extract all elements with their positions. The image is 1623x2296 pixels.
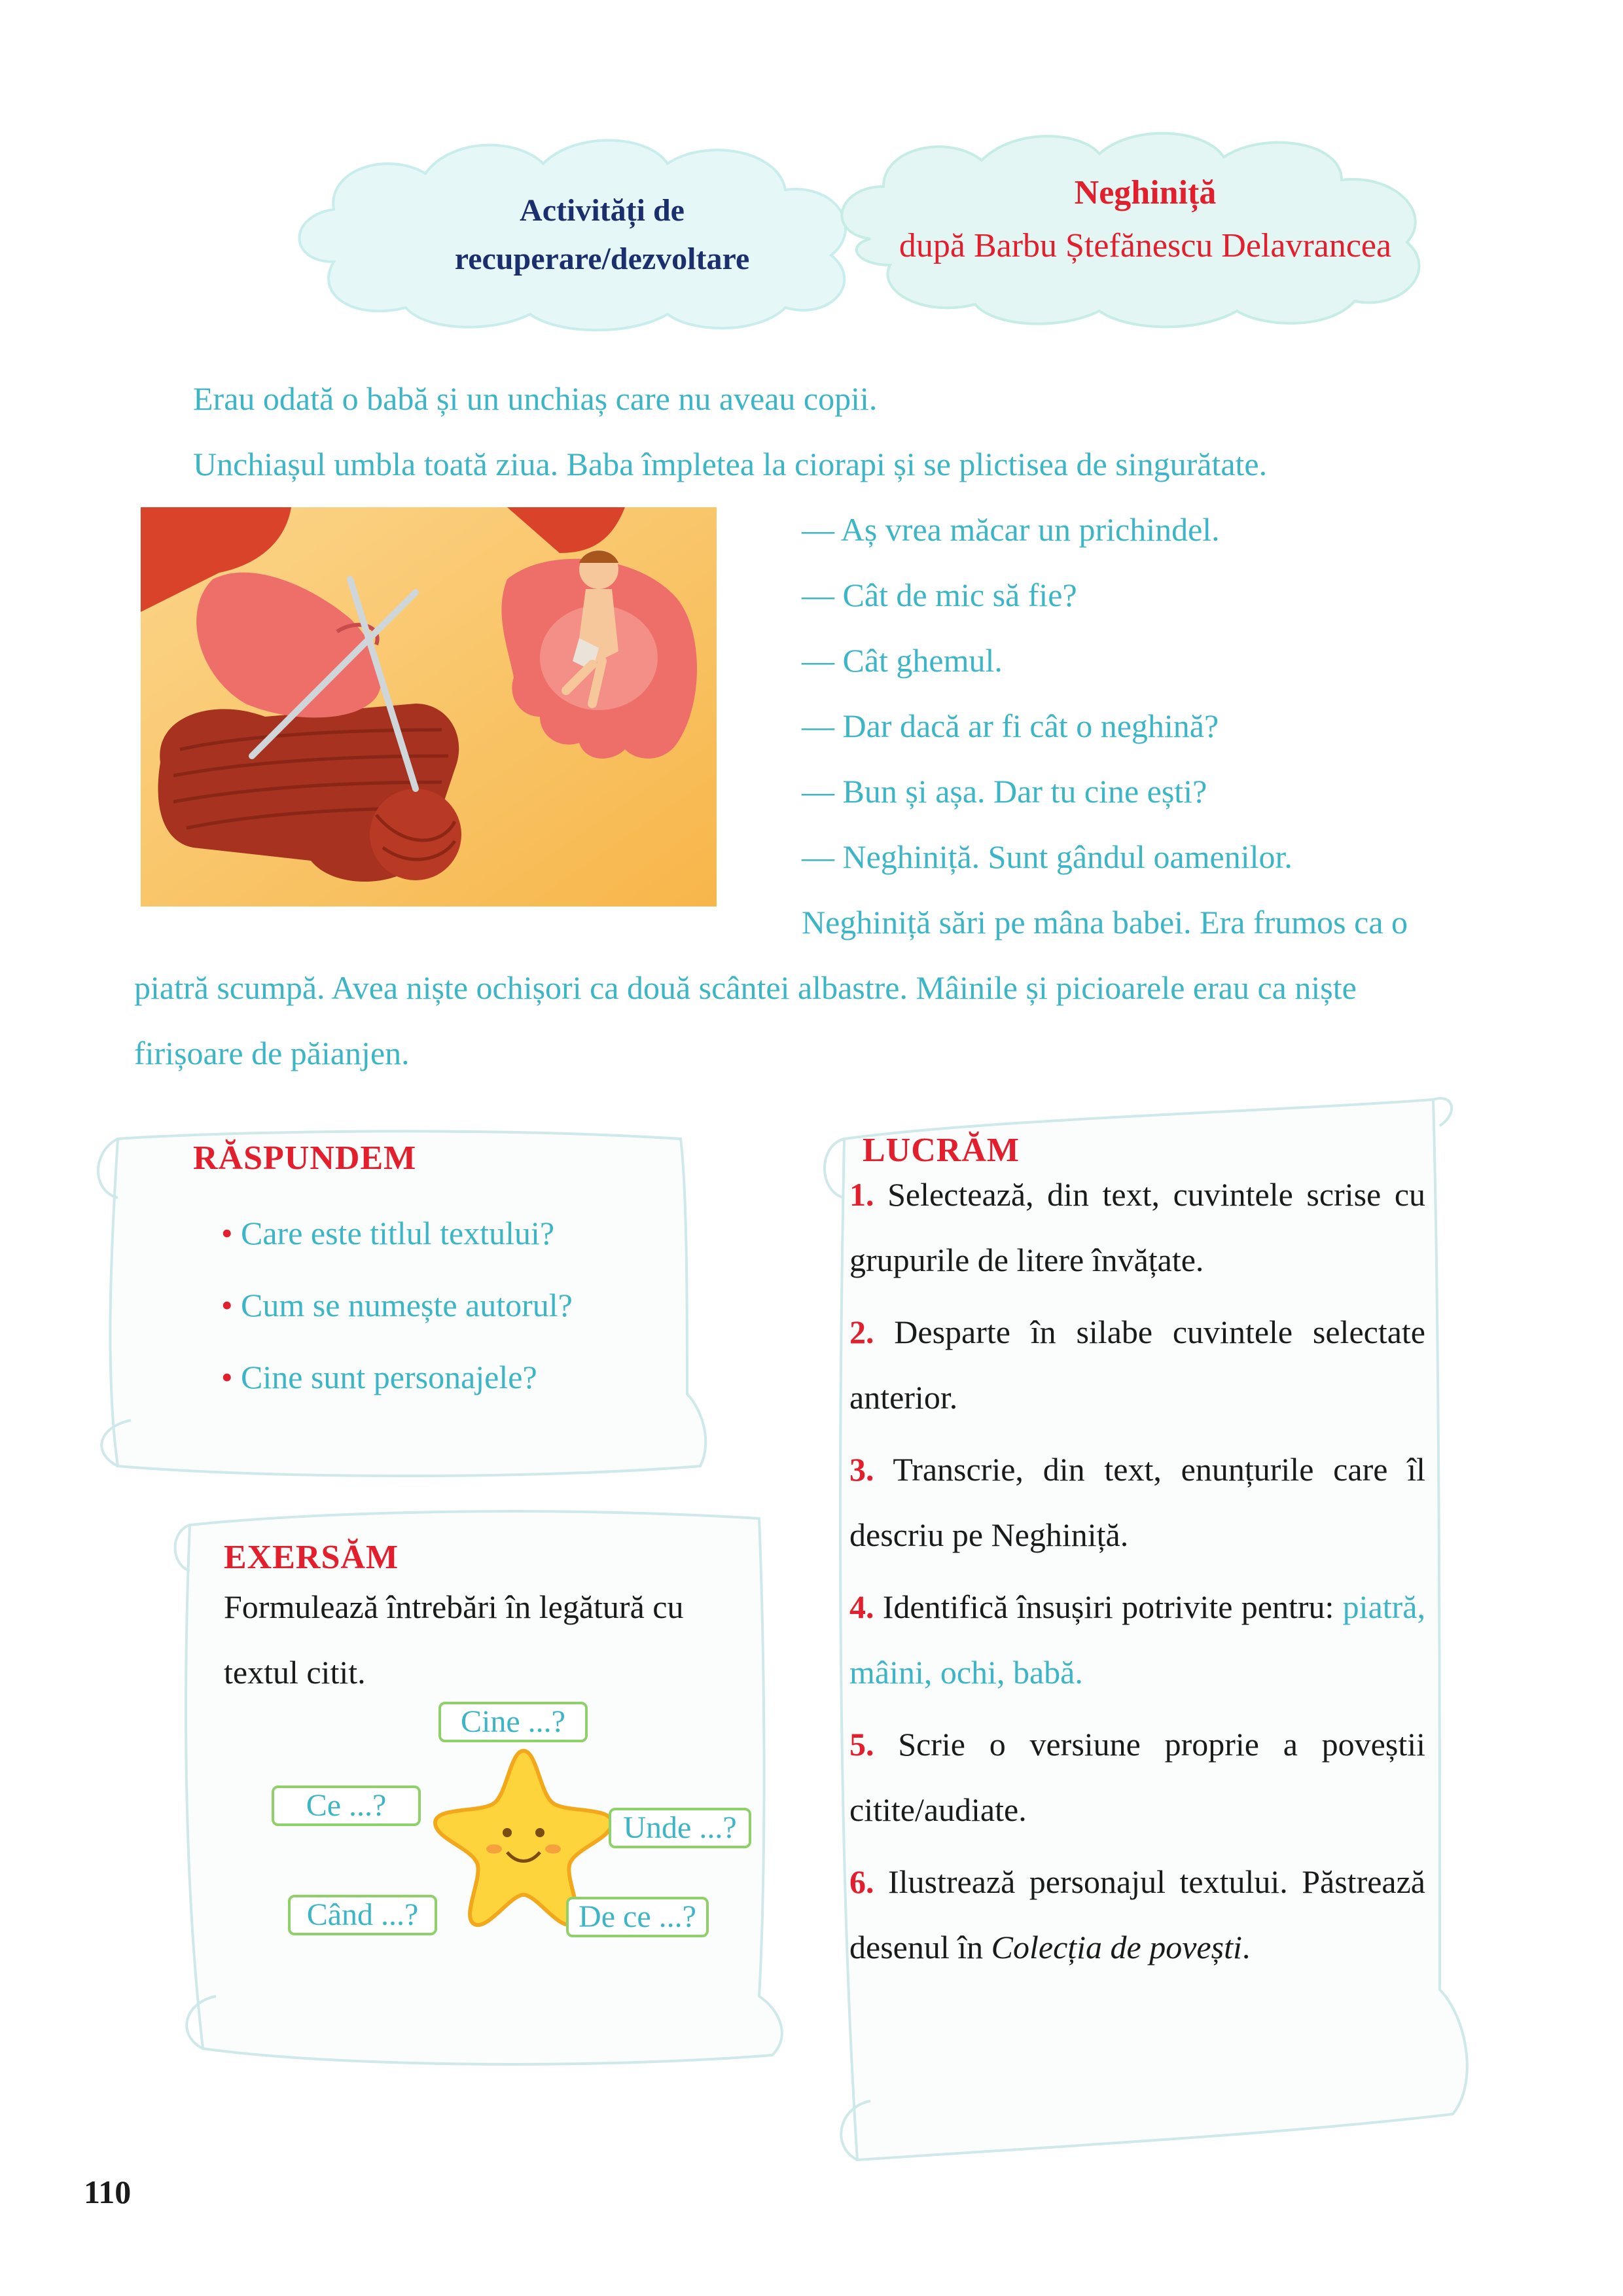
task-italic-text: Colecția de povești bbox=[991, 1929, 1242, 1965]
question-text: Care este titlul textului? bbox=[241, 1215, 555, 1251]
task-text: Identifică însușiri potrivite pentru: bbox=[882, 1588, 1334, 1625]
task-text: Scrie o versiune proprie a poveștii citite/audiate. bbox=[849, 1726, 1425, 1828]
dialogue-line-6: — Neghiniță. Sunt gândul oamenilor. bbox=[802, 838, 1293, 875]
header-activities-line1: Activități de bbox=[520, 193, 685, 228]
raspundem-title: RĂSPUNDEM bbox=[193, 1139, 417, 1177]
question-2 bbox=[221, 1286, 573, 1324]
question-bubble-cine: Cine ...? bbox=[438, 1702, 588, 1742]
task-number: 5. bbox=[849, 1726, 874, 1763]
task-1 bbox=[849, 1162, 1425, 1293]
dialogue-line-5: — Bun și așa. Dar tu cine ești? bbox=[802, 773, 1207, 810]
task-3 bbox=[849, 1437, 1425, 1568]
header-activities-line2: recuperare/dezvoltare bbox=[454, 242, 750, 277]
lucram-title: LUCRĂM bbox=[863, 1132, 1020, 1169]
question-bubble-unde: Unde ...? bbox=[609, 1808, 751, 1848]
dialogue-line-2: — Cât de mic să fie? bbox=[802, 577, 1077, 613]
question-3 bbox=[221, 1358, 537, 1396]
exersam-title: EXERSĂM bbox=[224, 1539, 399, 1576]
task-words: piatră, mâini, ochi, babă. bbox=[849, 1588, 1425, 1691]
task-number: 3. bbox=[849, 1451, 874, 1488]
task-text: Desparte în silabe cuvintele selectate anterior. bbox=[849, 1314, 1425, 1416]
task-number: 1. bbox=[849, 1176, 874, 1213]
bullet: • bbox=[221, 1359, 233, 1395]
question-text: Cine sunt personajele? bbox=[241, 1359, 537, 1395]
dialogue-line-4: — Dar dacă ar fi cât o neghină? bbox=[802, 708, 1219, 744]
bullet: • bbox=[221, 1215, 233, 1251]
task-5 bbox=[849, 1712, 1425, 1842]
dialogue-line-3: — Cât ghemul. bbox=[802, 642, 1003, 679]
task-4 bbox=[849, 1574, 1425, 1705]
story-line-2: Unchiașul umbla toată ziua. Baba împletea la ciorapi și se plictisea de singurătate. bbox=[193, 446, 1268, 482]
page-number: 110 bbox=[84, 2174, 132, 2210]
task-6 bbox=[849, 1849, 1425, 1980]
task-text: Selectează, din text, cuvintele scrise cu grupurile de litere învățate. bbox=[849, 1176, 1426, 1278]
dialogue-line-1: — Aș vrea măcar un prichindel. bbox=[802, 511, 1220, 548]
question-1 bbox=[221, 1214, 554, 1252]
task-number: 2. bbox=[849, 1314, 874, 1350]
task-text: Ilustrează personajul textului. Păstrează desenul în bbox=[849, 1863, 1425, 1965]
task-number: 4. bbox=[849, 1588, 874, 1625]
story-paragraph-line-3: firișoare de păianjen. bbox=[134, 1035, 410, 1071]
question-bubble-de-ce: De ce ...? bbox=[566, 1897, 709, 1937]
question-bubble-ce: Ce ...? bbox=[272, 1785, 421, 1826]
task-2 bbox=[849, 1299, 1425, 1430]
story-title: Neghiniță bbox=[1074, 174, 1217, 211]
story-paragraph-line-1: Neghiniță sări pe mâna babei. Era frumos ca o bbox=[802, 904, 1408, 941]
task-text: Transcrie, din text, enunțurile care îl descriu pe Neghiniță. bbox=[849, 1451, 1425, 1553]
story-author: după Barbu Ștefănescu Delavrancea bbox=[899, 226, 1392, 264]
task-number: 6. bbox=[849, 1863, 874, 1900]
task-end: . bbox=[1241, 1929, 1251, 1965]
question-text: Cum se numește autorul? bbox=[241, 1287, 573, 1323]
question-bubble-cand: Când ...? bbox=[288, 1895, 437, 1935]
header-activities-title bbox=[366, 187, 838, 284]
header-story-title bbox=[851, 167, 1440, 272]
exersam-instruction: Formulează întrebări în legătură cu textul citit. bbox=[224, 1588, 684, 1691]
story-paragraph-line-2: piatră scumpă. Avea niște ochișori ca două scântei albastre. Mâinile și picioarele erau ca niște bbox=[134, 969, 1357, 1006]
illustration-hands-neghinita bbox=[141, 507, 717, 906]
story-line-1: Erau odată o babă și un unchiaș care nu aveau copii. bbox=[193, 380, 878, 417]
bullet: • bbox=[221, 1287, 233, 1323]
